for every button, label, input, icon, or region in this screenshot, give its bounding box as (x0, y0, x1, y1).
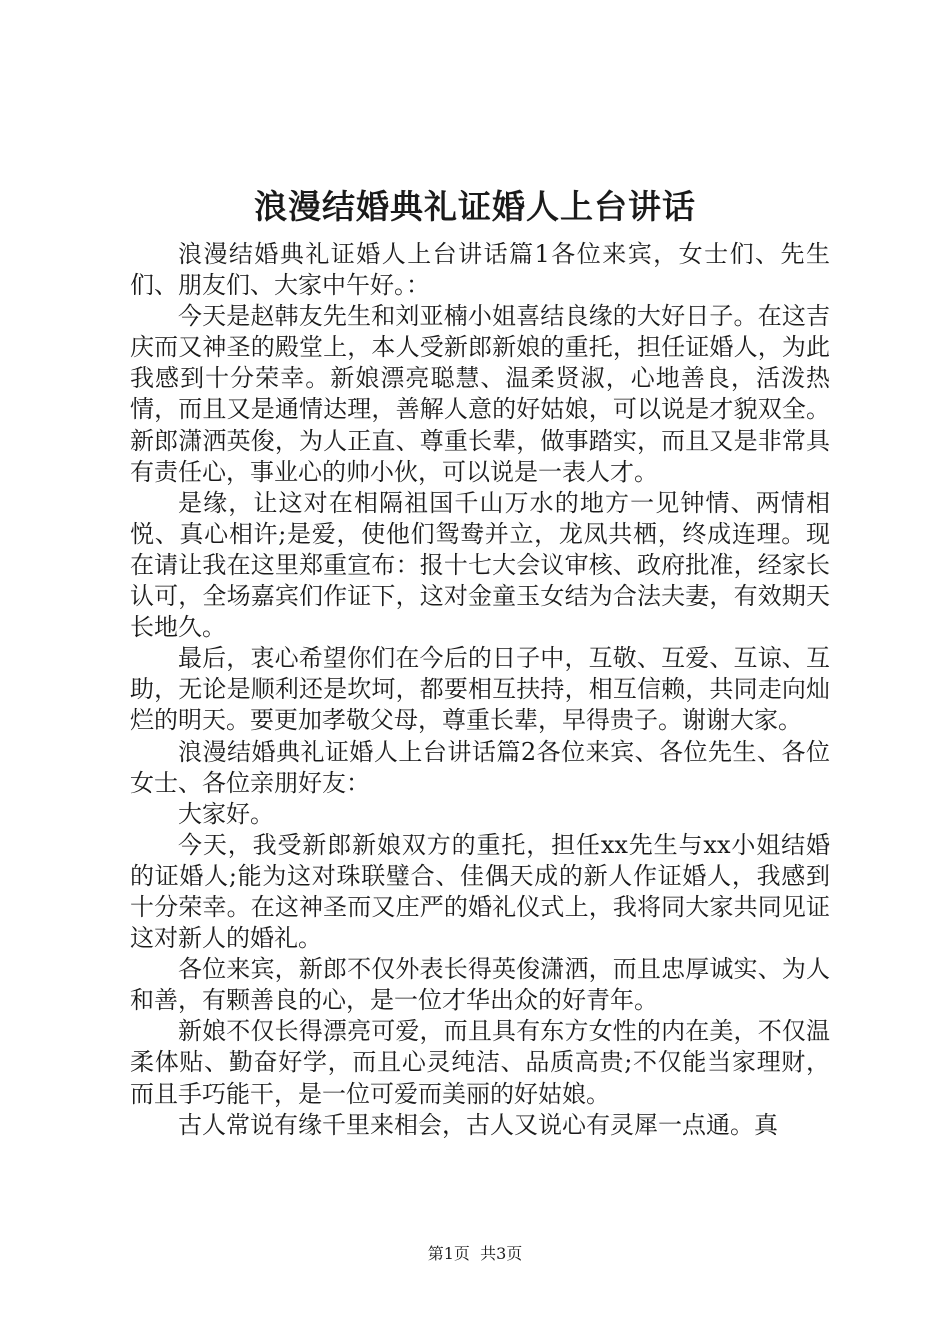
paragraph: 古人常说有缘千里来相会，古人又说心有灵犀一点通。真 (178, 1110, 778, 1139)
document-body (130, 239, 830, 1141)
paragraph: 今天是赵韩友先生和刘亚楠小姐喜结良缘的大好日子。在这吉庆而又神圣的殿堂上，本人受新郎新娘的重托，担任证婚人，为此我感到十分荣幸。新娘漂亮聪慧、温柔贤淑，心地善良，活泼热情，而且又是通情达理，善解人意的好姑娘，可以说是才貌双全。新郎潇洒英俊，为人正直、尊重长辈，做事踏实，而且又是非常具有责任心，事业心的帅小伙，可以说是一表人才。 (130, 302, 830, 486)
page-number: 第1页 共3页 (427, 1244, 523, 1263)
page-footer (0, 1243, 950, 1265)
paragraph: 是缘，让这对在相隔祖国千山万水的地方一见钟情、两情相悦、真心相许;是爱，使他们鸳鸯并立，龙凤共栖，终成连理。现在请让我在这里郑重宣布：报十七大会议审核、政府批准，经家长认可，全场嘉宾们作证下，这对金童玉女结为合法夫妻，有效期天长地久。 (130, 488, 830, 642)
paragraph: 各位来宾，新郎不仅外表长得英俊潇洒，而且忠厚诚实、为人和善，有颗善良的心，是一位才华出众的好青年。 (130, 955, 830, 1015)
paragraph: 今天，我受新郎新娘双方的重托，担任xx先生与xx小姐结婚的证婚人;能为这对珠联璧合、佳偶天成的新人作证婚人，我感到十分荣幸。在这神圣而又庄严的婚礼仪式上，我将同大家共同见证这对新人的婚礼。 (130, 830, 830, 953)
paragraph: 新娘不仅长得漂亮可爱，而且具有东方女性的内在美，不仅温柔体贴、勤奋好学，而且心灵纯洁、品质高贵;不仅能当家理财，而且手巧能干，是一位可爱而美丽的好姑娘。 (130, 1017, 830, 1108)
paragraph: 浪漫结婚典礼证婚人上台讲话篇2各位来宾、各位先生、各位女士、各位亲朋好友： (130, 737, 830, 797)
page-title: 浪漫结婚典礼证婚人上台讲话 (254, 187, 696, 226)
paragraph: 浪漫结婚典礼证婚人上台讲话篇1各位来宾，女士们、先生们、朋友们、大家中午好。： (130, 240, 830, 300)
paragraph: 最后，衷心希望你们在今后的日子中，互敬、互爱、互谅、互助，无论是顺利还是坎坷，都要相互扶持，相互信赖，共同走向灿烂的明天。要更加孝敬父母，尊重长辈，早得贵子。谢谢大家。 (130, 644, 830, 735)
paragraph: 大家好。 (178, 799, 274, 828)
